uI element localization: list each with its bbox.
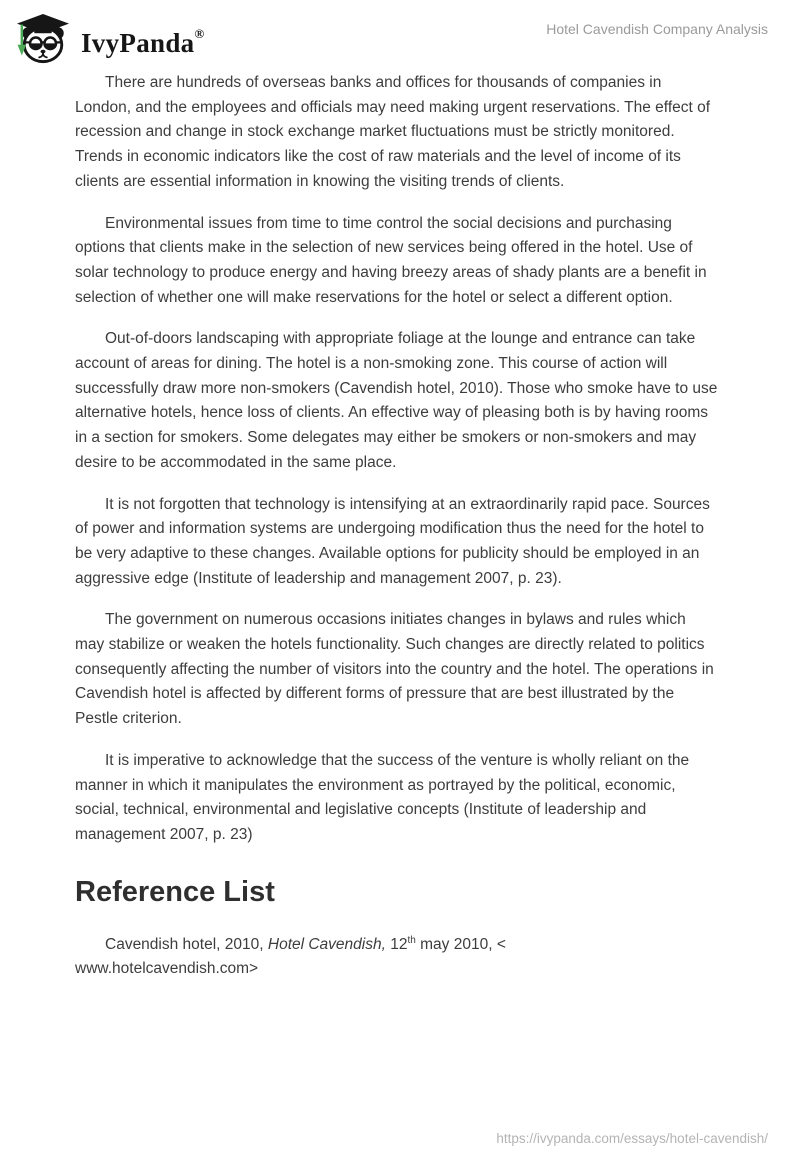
page-header <box>0 0 800 60</box>
reference-work-title: Hotel Cavendish, <box>267 935 386 953</box>
reference-url: www.hotelcavendish.com> <box>75 960 259 978</box>
essay-body <box>0 60 800 982</box>
essay-paragraph: It is imperative to acknowledge that the success of the venture is wholly reliant on the manner in which it manipulates the environment as portrayed by the political, economic, social, technical, environmental and legislative concepts (Institute of leadership and management 2007, p. 23) <box>75 751 690 843</box>
essay-paragraph: Out-of-doors landscaping with appropriate foliage at the lounge and entrance can take account of areas for dining. The hotel is a non-smoking zone. This course of action will successfully draw more non-smokers (Cavendish hotel, 2010). Those who smoke have to use alternative hotels, hence loss of clients. An effective way of pleasing both is by having rooms in a section for smokers. Some delegates may either be smokers or non-smokers and may desire to be accommodated in the same place. <box>75 330 718 471</box>
reference-date-part: 12 <box>385 935 408 953</box>
logo-wordmark: IvyPanda® <box>81 26 205 58</box>
registered-trademark-symbol: ® <box>194 26 205 41</box>
panda-graduate-icon <box>14 13 72 65</box>
reference-suffix: may 2010, < <box>415 935 506 953</box>
essay-paragraph: The government on numerous occasions initiates changes in bylaws and rules which may stabilize or weaken the hotels functionality. Such changes are directly related to politics consequently affecting the number of visitors into the country and the hotel. The operations in Cavendish hotel is affected by different forms of pressure that are best illustrated by the Pestle criterion. <box>75 611 714 728</box>
page-source-url[interactable]: https://ivypanda.com/essays/hotel-cavendish/ <box>496 1131 768 1146</box>
ivypanda-logo[interactable] <box>14 8 204 69</box>
document-title: Hotel Cavendish Company Analysis <box>546 21 768 37</box>
reference-entry <box>75 933 719 982</box>
ordinal-superscript: th <box>407 934 416 946</box>
essay-paragraph: It is not forgotten that technology is intensifying at an extraordinarily rapid pace. Sources of power and information systems are undergoing modification thus the need for the hotel to be very adaptive to these changes. Available options for publicity should be employed in an aggressive edge (Institute of leadership and management 2007, p. 23). <box>75 495 710 587</box>
reference-list-heading: Reference List <box>75 875 275 908</box>
essay-paragraph: There are hundreds of overseas banks and offices for thousands of companies in London, and the employees and officials may need making urgent reservations. The effect of recession and change in stock exchange market fluctuations must be strictly monitored. Trends in economic indicators like the cost of raw materials and the level of income of its clients are essential information in knowing the visiting trends of clients. <box>75 74 711 190</box>
reference-prefix: Cavendish hotel, 2010, <box>105 935 268 953</box>
essay-paragraph: Environmental issues from time to time control the social decisions and purchasing options that clients make in the selection of new services being offered in the hotel. Use of solar technology to produce energy and having breezy areas of shady plants are a benefit in selection of whether one will make reservations for the hotel or select a different option. <box>75 214 707 306</box>
